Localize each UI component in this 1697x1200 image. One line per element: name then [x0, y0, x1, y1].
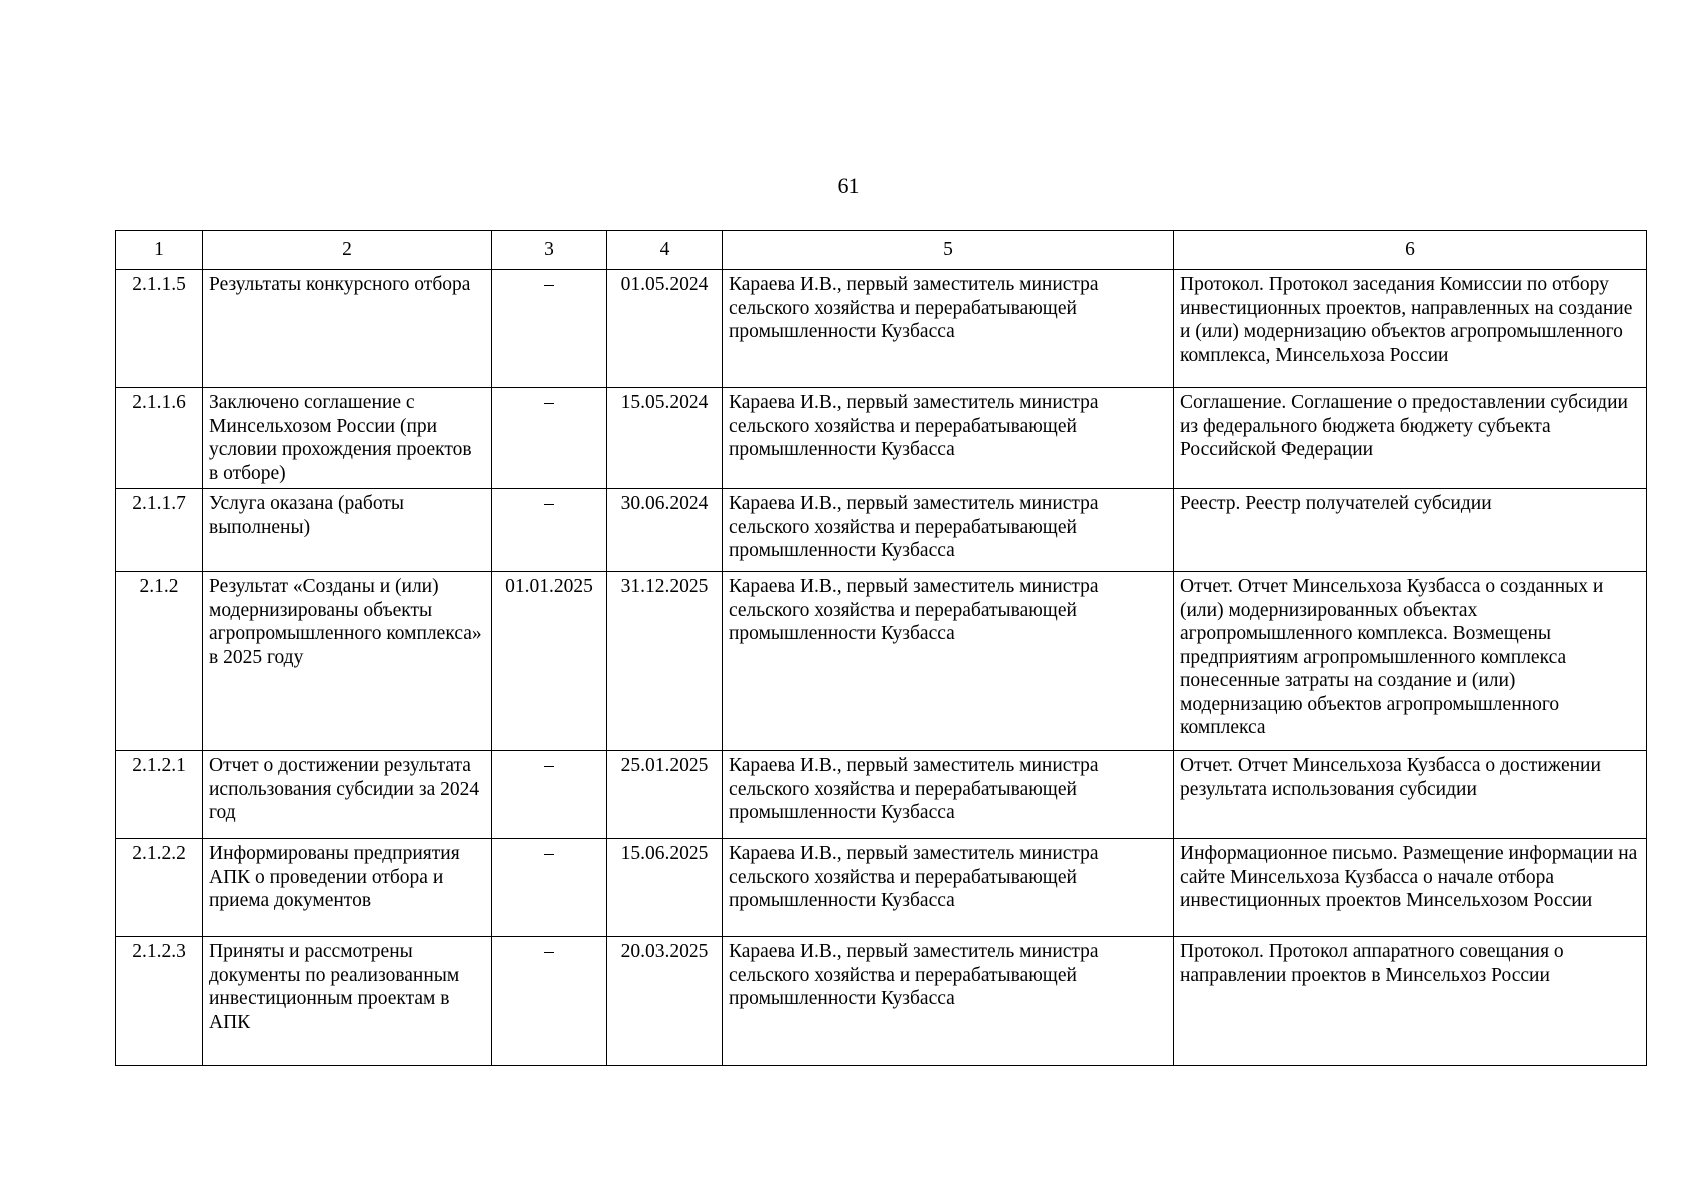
row-document: Отчет. Отчет Минсельхоза Кузбасса о созданных и (или) модернизированных объектах агропромышленного комплекса. Возмещены предприятиям агропромышленного комплекса понесенные затраты на создание и (или) модернизацию объектов агропромышленного комплекса — [1174, 572, 1647, 751]
row-document: Протокол. Протокол аппаратного совещания о направлении проектов в Минсельхоз России — [1174, 937, 1647, 1066]
row-name: Заключено соглашение с Минсельхозом России (при условии прохождения проектов в отборе) — [203, 388, 492, 489]
header-cell: 2 — [203, 231, 492, 270]
row-document: Информационное письмо. Размещение информации на сайте Минсельхоза Кузбасса о начале отбора инвестиционных проектов Минсельхозом России — [1174, 839, 1647, 937]
header-cell: 6 — [1174, 231, 1647, 270]
header-cell: 4 — [607, 231, 723, 270]
row-responsible: Караева И.В., первый заместитель министра сельского хозяйства и перерабатывающей промышленности Кузбасса — [723, 572, 1174, 751]
row-start-date: – — [492, 270, 607, 388]
row-start-date: – — [492, 839, 607, 937]
row-end-date: 15.06.2025 — [607, 839, 723, 937]
row-name: Результаты конкурсного отбора — [203, 270, 492, 388]
table-row — [116, 270, 1647, 388]
table-row — [116, 489, 1647, 572]
row-number: 2.1.1.6 — [116, 388, 203, 489]
row-name: Услуга оказана (работы выполнены) — [203, 489, 492, 572]
row-end-date: 25.01.2025 — [607, 751, 723, 839]
row-document: Отчет. Отчет Минсельхоза Кузбасса о достижении результата использования субсидии — [1174, 751, 1647, 839]
row-responsible: Караева И.В., первый заместитель министра сельского хозяйства и перерабатывающей промышленности Кузбасса — [723, 839, 1174, 937]
table-row — [116, 388, 1647, 489]
row-responsible: Караева И.В., первый заместитель министра сельского хозяйства и перерабатывающей промышленности Кузбасса — [723, 388, 1174, 489]
table-header-row — [116, 231, 1647, 270]
row-end-date: 20.03.2025 — [607, 937, 723, 1066]
row-number: 2.1.2.1 — [116, 751, 203, 839]
row-name: Приняты и рассмотрены документы по реализованным инвестиционным проектам в АПК — [203, 937, 492, 1066]
row-name: Информированы предприятия АПК о проведении отбора и приема документов — [203, 839, 492, 937]
row-responsible: Караева И.В., первый заместитель министра сельского хозяйства и перерабатывающей промышленности Кузбасса — [723, 489, 1174, 572]
row-name: Результат «Созданы и (или) модернизированы объекты агропромышленного комплекса» в 2025 году — [203, 572, 492, 751]
header-cell: 5 — [723, 231, 1174, 270]
row-number: 2.1.1.5 — [116, 270, 203, 388]
row-start-date: – — [492, 751, 607, 839]
page-number: 61 — [837, 173, 860, 198]
row-responsible: Караева И.В., первый заместитель министра сельского хозяйства и перерабатывающей промышленности Кузбасса — [723, 270, 1174, 388]
header-cell: 1 — [116, 231, 203, 270]
table-row — [116, 572, 1647, 751]
row-end-date: 31.12.2025 — [607, 572, 723, 751]
row-number: 2.1.2.3 — [116, 937, 203, 1066]
row-document: Соглашение. Соглашение о предоставлении субсидии из федерального бюджета бюджету субъекта Российской Федерации — [1174, 388, 1647, 489]
row-number: 2.1.2.2 — [116, 839, 203, 937]
row-number: 2.1.2 — [116, 572, 203, 751]
row-responsible: Караева И.В., первый заместитель министра сельского хозяйства и перерабатывающей промышленности Кузбасса — [723, 937, 1174, 1066]
row-name: Отчет о достижении результата использования субсидии за 2024 год — [203, 751, 492, 839]
row-end-date: 30.06.2024 — [607, 489, 723, 572]
row-responsible: Караева И.В., первый заместитель министра сельского хозяйства и перерабатывающей промышленности Кузбасса — [723, 751, 1174, 839]
row-document: Протокол. Протокол заседания Комиссии по отбору инвестиционных проектов, направленных на создание и (или) модернизацию объектов агропромышленного комплекса, Минсельхоза России — [1174, 270, 1647, 388]
row-document: Реестр. Реестр получателей субсидии — [1174, 489, 1647, 572]
row-start-date: – — [492, 388, 607, 489]
table-row — [116, 839, 1647, 937]
row-number: 2.1.1.7 — [116, 489, 203, 572]
header-cell: 3 — [492, 231, 607, 270]
row-start-date: 01.01.2025 — [492, 572, 607, 751]
row-start-date: – — [492, 937, 607, 1066]
table-row — [116, 937, 1647, 1066]
row-start-date: – — [492, 489, 607, 572]
table-row — [116, 751, 1647, 839]
row-end-date: 15.05.2024 — [607, 388, 723, 489]
row-end-date: 01.05.2024 — [607, 270, 723, 388]
plan-table — [115, 230, 1647, 1066]
